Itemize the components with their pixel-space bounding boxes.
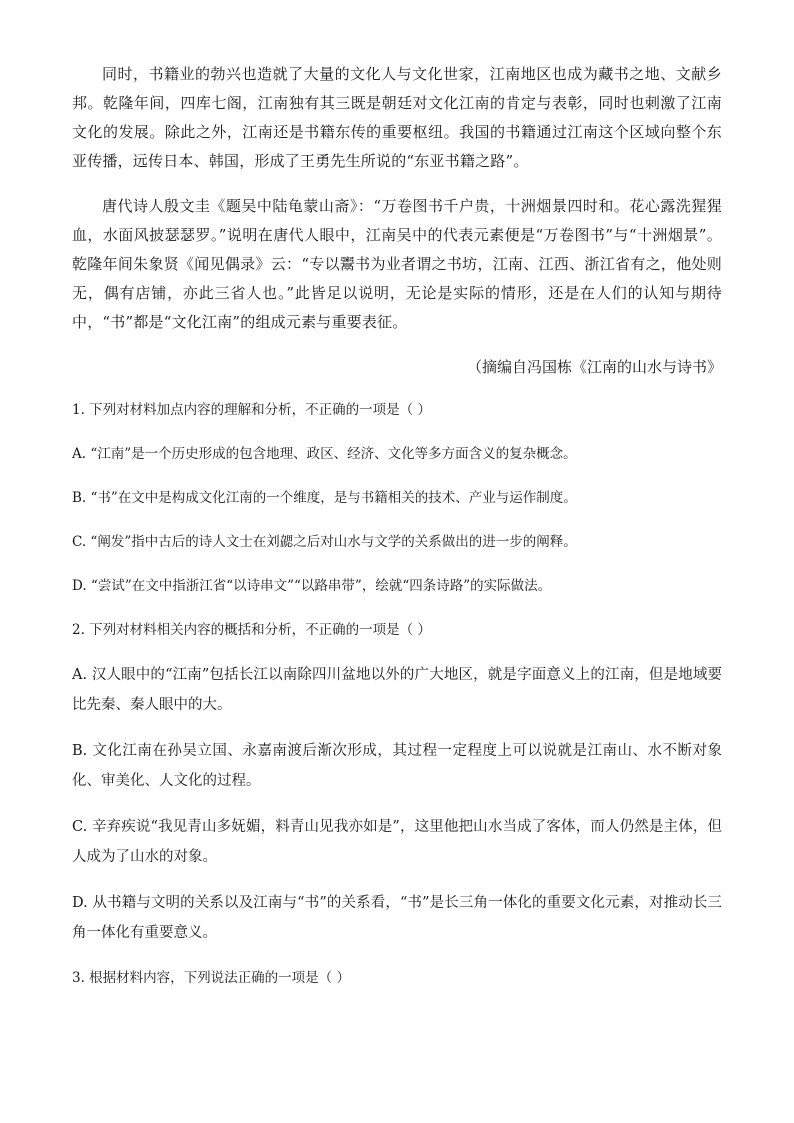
passage-paragraph-2: 唐代诗人殷文圭《题吴中陆龟蒙山斋》：“万卷图书千户贵，十洲烟景四时和。花心露洗猩猩血，水面风披瑟瑟罗。”说明在唐代人眼中，江南吴中的代表元素便是“万卷图书”与“十洲烟景”。乾隆年间朱象贤《闻见偶录》云：“专以鬻书为业者谓之书坊，江南、江西、浙江省有之，他处则无，偶有店铺，亦此三省人也。”此皆足以说明，无论是实际的情形，还是在人们的认知与期待中，“书”都是“文化江南”的组成元素与重要表征。 <box>72 197 722 331</box>
question-3-stem: 3. 根据材料内容，下列说法正确的一项是（ ） <box>72 970 350 986</box>
question-2-option-b: B. 文化江南在孙吴立国、永嘉南渡后渐次形成，其过程一定程度上可以说就是江南山、水不断对象化、审美化、人文化的过程。 <box>72 743 722 789</box>
question-2-option-a: A. 汉人眼中的“江南”包括长江以南除四川盆地以外的广大地区，就是字面意义上的江南，但是地域要比先秦、秦人眼中的大。 <box>72 667 722 713</box>
passage-source: （摘编自冯国栋《江南的山水与诗书》 <box>466 358 722 376</box>
question-2-stem: 2. 下列对材料相关内容的概括和分析，不正确的一项是（ ） <box>72 622 431 638</box>
question-1-option-b: B. “书”在文中是构成文化江南的一个维度，是与书籍相关的技术、产业与运作制度。 <box>72 490 577 506</box>
question-1-option-d: D. “尝试”在文中指浙江省“以诗串文”“以路串带”，绘就“四条诗路”的实际做法。 <box>72 578 552 594</box>
question-1-stem: 1. 下列对材料加点内容的理解和分析，不正确的一项是（ ） <box>72 402 431 418</box>
question-1-option-c: C. “阐发”指中古后的诗人文士在刘勰之后对山水与文学的关系做出的进一步的阐释。 <box>72 534 577 550</box>
document-page <box>72 60 722 1008</box>
question-1-option-a: A. “江南”是一个历史形成的包含地理、政区、经济、文化等多方面含义的复杂概念。 <box>72 446 577 462</box>
question-2-option-d: D. 从书籍与文明的关系以及江南与“书”的关系看，“书”是长三角一体化的重要文化元素，对推动长三角一体化有重要意义。 <box>72 895 722 941</box>
passage-paragraph-1: 同时，书籍业的勃兴也造就了大量的文化人与文化世家，江南地区也成为藏书之地、文献乡邦。乾隆年间，四库七阁，江南独有其三既是朝廷对文化江南的肯定与表彰，同时也刺激了江南文化的发展。除此之外，江南还是书籍东传的重要枢纽。我国的书籍通过江南这个区域向整个东亚传播，远传日本、韩国，形成了王勇先生所说的“东亚书籍之路”。 <box>72 65 722 170</box>
question-2-option-c: C. 辛弃疾说“我见青山多妩媚，料青山见我亦如是”，这里他把山水当成了客体，而人仍然是主体，但人成为了山水的对象。 <box>72 819 722 865</box>
